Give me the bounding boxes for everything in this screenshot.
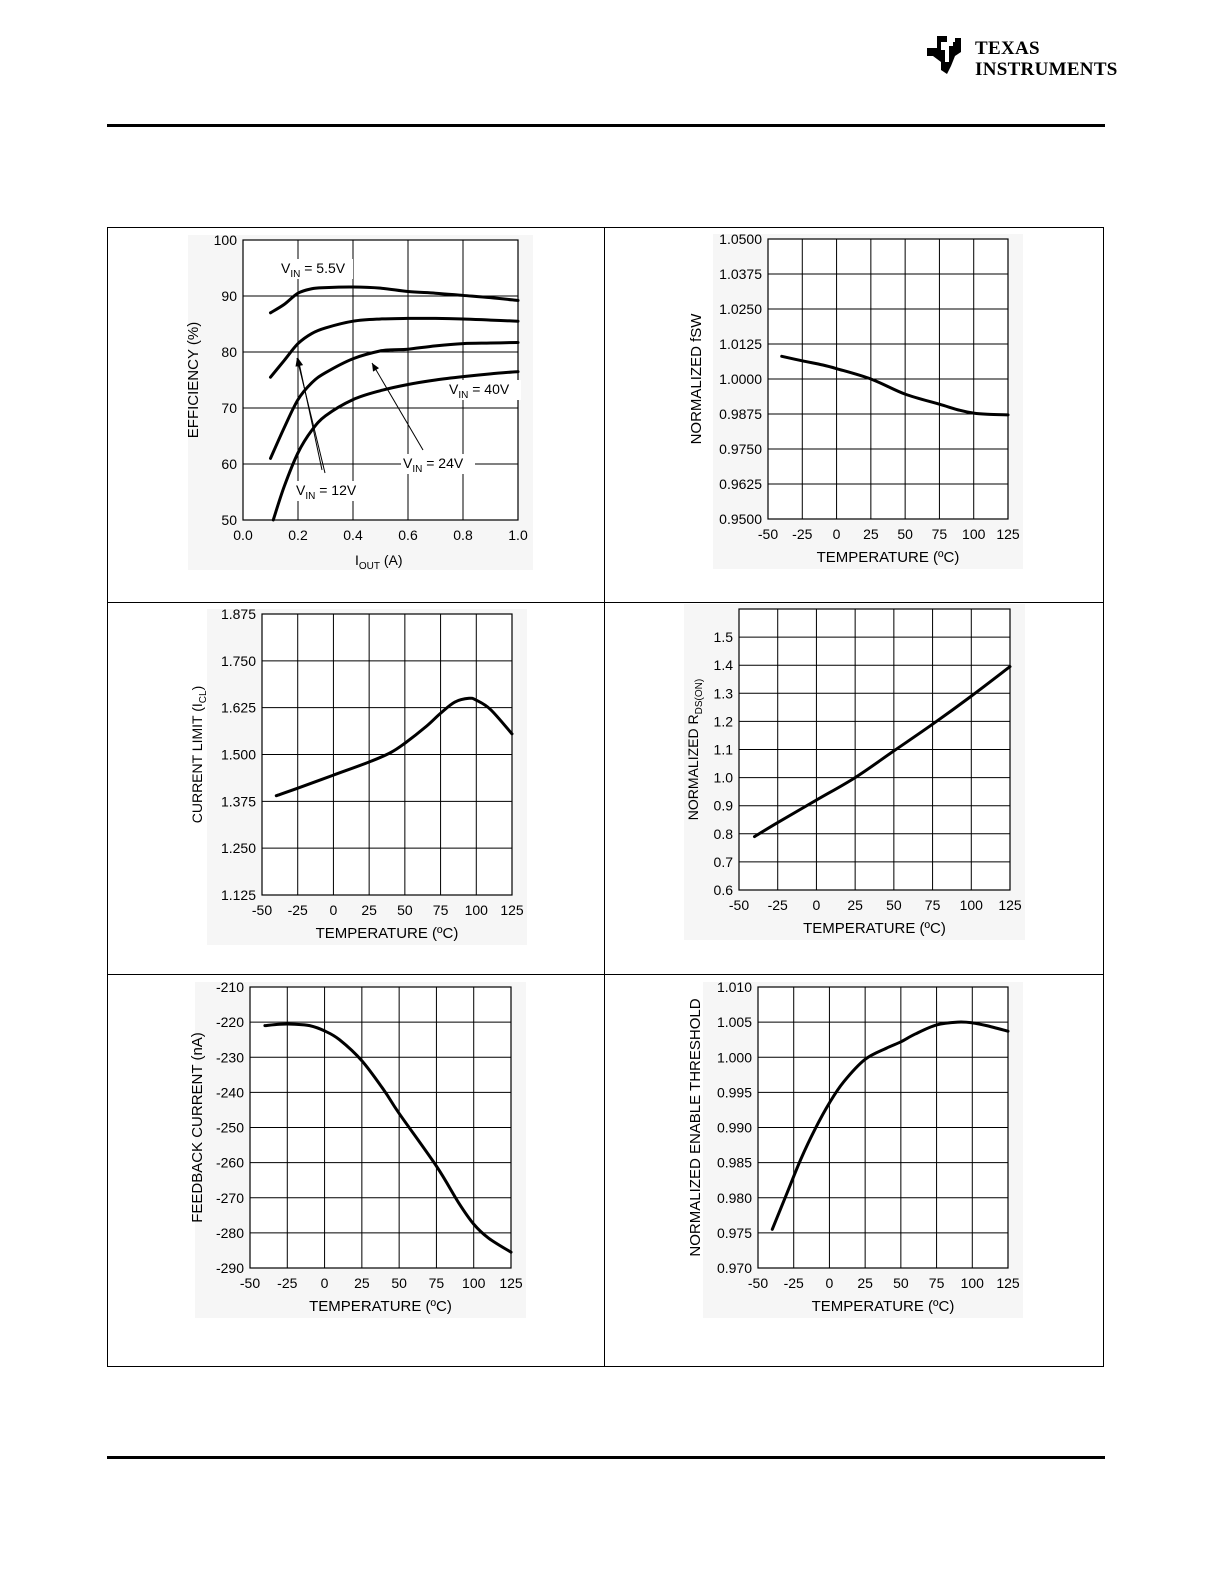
x-tick-label: -50 [239, 1275, 261, 1291]
y-tick-label: 50 [221, 512, 237, 528]
x-tick-label: 100 [962, 526, 986, 542]
y-tick-label: 1.0250 [719, 301, 762, 317]
x-tick-label: -50 [728, 897, 750, 913]
x-tick-label: 0 [329, 902, 338, 918]
y-tick-label: -210 [215, 979, 244, 995]
series-annotation: $V_{IN} = 24V$ [403, 455, 464, 475]
x-axis-label: $I_{OUT}$ (A) [355, 552, 403, 572]
y-tick-label: 1.750 [220, 652, 256, 669]
y-tick-label: -230 [215, 1049, 244, 1066]
x-tick-label: -25 [287, 902, 308, 918]
y-tick-label: 100 [213, 232, 237, 248]
x-tick-label: 75 [928, 1275, 945, 1291]
y-tick-label: 0.995 [716, 1084, 752, 1101]
x-tick-label: 75 [924, 897, 941, 913]
y-tick-label: 1.500 [220, 746, 256, 763]
y-tick-label: 1.000 [716, 1049, 752, 1066]
y-tick-label: 1.375 [220, 793, 256, 810]
x-tick-label: 50 [893, 1275, 909, 1291]
x-tick-label: 25 [354, 1275, 370, 1291]
x-tick-label: 0 [825, 1275, 834, 1291]
y-tick-label: 70 [221, 400, 237, 416]
x-tick-label: 0 [812, 897, 821, 913]
y-tick-label: 1.5 [713, 629, 733, 646]
logo-line-2: INSTRUMENTS [975, 59, 1118, 80]
y-tick-label: 0.7 [713, 853, 733, 870]
x-tick-label: 1.0 [508, 527, 528, 543]
y-tick-label: 0.9500 [719, 511, 762, 527]
x-tick-label: 125 [998, 897, 1022, 913]
x-tick-label: -25 [792, 526, 813, 542]
y-tick-label: 60 [221, 456, 237, 472]
y-tick-label: 1.625 [220, 699, 256, 716]
x-tick-label: 25 [863, 526, 879, 542]
y-tick-label: -280 [215, 1224, 244, 1241]
x-tick-label: 50 [397, 902, 413, 918]
series-annotation: $V_{IN} = 12V$ [296, 482, 357, 502]
y-tick-label: 0.990 [716, 1119, 752, 1136]
x-tick-label: 0.8 [453, 527, 473, 543]
y-tick-label: 0.975 [716, 1224, 752, 1241]
x-tick-label: -25 [277, 1275, 298, 1291]
x-tick-label: 125 [996, 526, 1020, 542]
y-tick-label: 1.0 [713, 769, 733, 786]
y-tick-label: 0.8 [713, 825, 733, 842]
footer-rule [107, 1456, 1105, 1459]
y-tick-label: 0.970 [716, 1260, 752, 1276]
y-tick-label: 1.125 [220, 887, 256, 903]
y-axis-label: NORMALIZED fSW [688, 313, 705, 445]
x-axis-label: TEMPERATURE (ºC) [811, 1298, 955, 1315]
x-tick-label: 0 [832, 526, 841, 542]
x-tick-label: 75 [931, 526, 948, 542]
x-tick-label: 125 [499, 1275, 523, 1291]
y-tick-label: 1.0375 [719, 266, 762, 282]
y-tick-label: 0.985 [716, 1154, 752, 1171]
y-tick-label: 90 [221, 288, 237, 304]
x-tick-label: -25 [767, 897, 788, 913]
x-tick-label: 125 [500, 902, 524, 918]
y-tick-label: 1.875 [220, 606, 256, 622]
y-axis-label: CURRENT LIMIT $(I_{CL})$ [189, 685, 209, 824]
logo-line-1: TEXAS [975, 38, 1040, 59]
y-tick-label: 80 [221, 344, 237, 360]
x-tick-label: 0.4 [343, 527, 363, 543]
y-tick-label: 1.005 [716, 1014, 752, 1031]
x-tick-label: 50 [886, 897, 902, 913]
x-tick-label: -50 [747, 1275, 769, 1291]
x-tick-label: 100 [960, 1275, 984, 1291]
y-tick-label: 1.0500 [719, 231, 762, 247]
y-tick-label: -270 [215, 1189, 244, 1206]
x-tick-label: 0.6 [398, 527, 418, 543]
x-tick-label: 100 [464, 902, 488, 918]
y-tick-label: 0.6 [713, 882, 733, 898]
x-tick-label: -50 [757, 526, 779, 542]
y-tick-label: -260 [215, 1154, 244, 1171]
y-axis-label: EFFICIENCY (%) [185, 321, 202, 439]
x-tick-label: 50 [391, 1275, 407, 1291]
y-tick-label: 0.9625 [719, 476, 762, 492]
y-tick-label: 1.010 [716, 979, 752, 995]
x-tick-label: 25 [857, 1275, 873, 1291]
y-tick-label: -250 [215, 1119, 244, 1136]
x-tick-label: -25 [783, 1275, 804, 1291]
x-tick-label: 125 [996, 1275, 1020, 1291]
y-tick-label: 0.9750 [719, 441, 762, 457]
x-tick-label: 50 [897, 526, 913, 542]
x-tick-label: 75 [432, 902, 449, 918]
y-tick-label: 0.9875 [719, 406, 762, 422]
x-axis-label: TEMPERATURE (ºC) [803, 920, 946, 937]
x-tick-label: 0 [320, 1275, 329, 1291]
y-axis-label: FEEDBACK CURRENT (nA) [189, 1032, 206, 1223]
x-tick-label: 75 [428, 1275, 445, 1291]
x-tick-label: 25 [847, 897, 863, 913]
y-axis-label: NORMALIZED $R_{DS(ON)}$ [685, 678, 705, 821]
y-tick-label: 1.1 [713, 741, 733, 758]
series-annotation: $V_{IN} = 5.5V$ [281, 260, 346, 280]
x-tick-label: 25 [361, 902, 377, 918]
x-tick-label: 100 [959, 897, 983, 913]
y-tick-label: 0.980 [716, 1189, 752, 1206]
y-tick-label: -290 [215, 1260, 244, 1276]
y-tick-label: 0.9 [713, 797, 733, 814]
x-tick-label: 0.0 [233, 527, 253, 543]
x-axis-label: TEMPERATURE (ºC) [309, 1298, 452, 1315]
y-tick-label: 1.250 [220, 840, 256, 857]
y-tick-label: 1.2 [713, 713, 733, 730]
y-tick-label: -240 [215, 1084, 244, 1101]
series-annotation: $V_{IN} = 40V$ [449, 381, 510, 401]
y-tick-label: 1.0000 [719, 371, 762, 387]
y-tick-label: 1.0125 [719, 336, 762, 352]
y-tick-label: 1.4 [713, 657, 733, 674]
x-axis-label: TEMPERATURE (ºC) [315, 925, 459, 942]
x-tick-label: 100 [462, 1275, 486, 1291]
x-tick-label: -50 [251, 902, 273, 918]
x-tick-label: 0.2 [288, 527, 308, 543]
y-tick-label: 1.3 [713, 685, 733, 702]
y-axis-label: NORMALIZED ENABLE THRESHOLD [687, 998, 704, 1257]
y-tick-label: -220 [215, 1014, 244, 1031]
x-axis-label: TEMPERATURE (ºC) [816, 549, 960, 566]
